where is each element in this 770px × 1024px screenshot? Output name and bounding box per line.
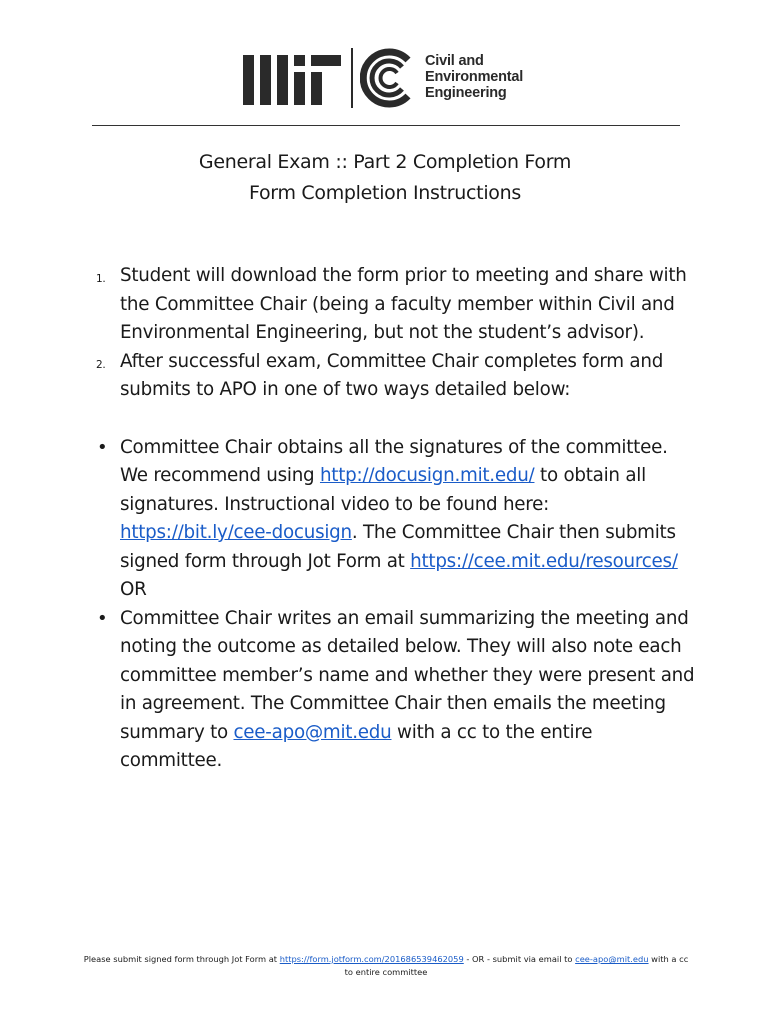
cee-resources-link[interactable]: https://cee.mit.edu/resources/ — [410, 550, 678, 572]
item-text: After successful exam, Committee Chair completes form and submits to APO in one of two ways detailed below: — [120, 350, 664, 400]
bullet-item-signatures — [95, 434, 695, 605]
logo-divider — [351, 48, 353, 108]
document-header — [0, 0, 770, 126]
bullet-icon: • — [97, 436, 108, 458]
mit-logo — [243, 55, 341, 105]
department-name-line: Civil and — [425, 53, 484, 69]
header-rule — [92, 125, 680, 126]
numbered-item — [95, 348, 695, 405]
or-separator: OR — [120, 579, 147, 600]
docusign-link[interactable]: http://docusign.mit.edu/ — [319, 465, 535, 486]
document-title — [0, 147, 770, 209]
footer-text: with a cc to entire committee — [344, 954, 689, 977]
footer-text: Please submit signed form through Jot Form at — [83, 954, 280, 964]
department-name-line: Engineering — [425, 85, 507, 101]
department-name — [425, 53, 523, 101]
title-line-1: General Exam :: Part 2 Completion Form — [198, 151, 572, 173]
bullet-icon: • — [97, 607, 108, 629]
docusign-video-link[interactable]: https://bit.ly/cee-docusign — [120, 522, 352, 543]
jotform-link[interactable]: https://form.jotform.com/201686539462059 — [279, 954, 464, 964]
department-name-line: Environmental — [425, 69, 524, 85]
bullet-text: to obtain all signatures. Instructional video to be found here: — [120, 465, 646, 515]
page-footer — [80, 953, 692, 979]
spacer — [95, 405, 695, 434]
bullet-text: with a cc to the entire committee. — [120, 721, 593, 771]
cee-emblem-icon — [360, 48, 420, 108]
footer-email-link[interactable]: cee-apo@mit.edu — [575, 954, 649, 964]
footer-text: - OR - submit via email to — [463, 954, 576, 964]
bullet-text: Committee Chair writes an email summarizing the meeting and noting the outcome as detailed below. They will also note each committee member’s name and whether they were present and in agreement. The Committee Chair then emails the meeting summary to — [120, 607, 695, 743]
instructions-body — [95, 262, 695, 776]
item-number: 1. — [96, 273, 106, 285]
item-number: 2. — [96, 358, 106, 371]
numbered-item — [95, 262, 695, 348]
bullet-text: Committee Chair obtains all the signatures of the committee. We recommend using — [120, 436, 668, 486]
title-line-2: Form Completion Instructions — [249, 182, 521, 204]
bullet-item-email — [95, 605, 695, 776]
item-text: Student will download the form prior to meeting and share with the Committee Chair (being a faculty member within Civil and Environmental Engineering, but not the student’s advisor). — [120, 265, 687, 343]
bullet-text: . The Committee Chair then submits signed form through Jot Form at — [120, 522, 676, 572]
cee-apo-email-link[interactable]: cee-apo@mit.edu — [233, 721, 392, 743]
